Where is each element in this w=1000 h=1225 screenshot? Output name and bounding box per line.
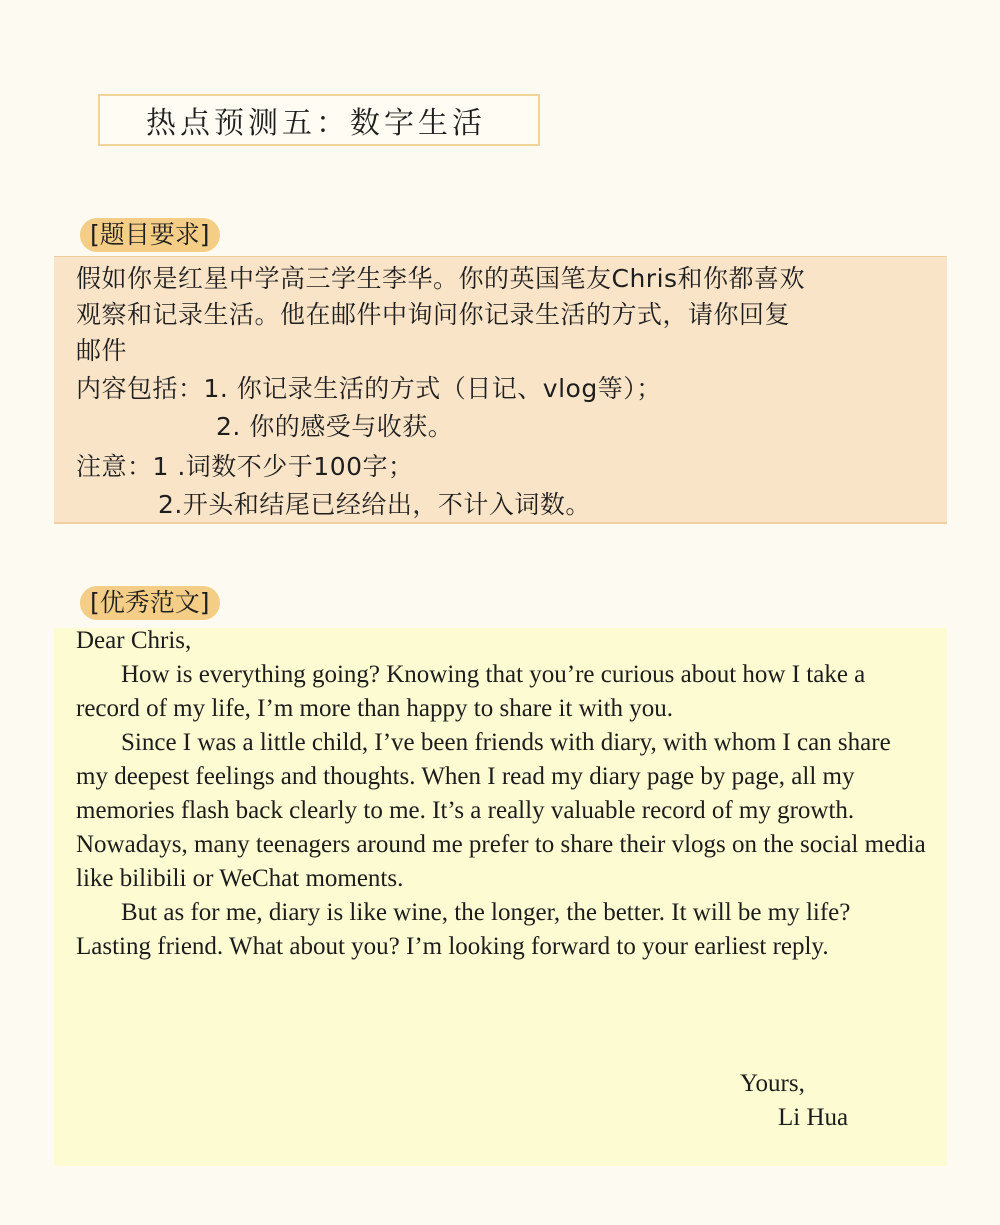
- page-title: 热点预测五：数字生活: [98, 94, 540, 146]
- requirements-panel: [54, 256, 947, 524]
- essay-tag: [优秀范文]: [80, 586, 220, 620]
- essay-paragraph: But as for me, diary is like wine, the longer, the better. It will be my life? Lasting friend. What about you? I’m looking forward to your earliest reply.: [76, 899, 851, 960]
- essay-closing: Yours,: [740, 1070, 805, 1097]
- requirement-line: 2.开头和结尾已经给出，不计入词数。: [158, 490, 591, 519]
- essay-salutation: Dear Chris,: [76, 627, 192, 654]
- requirement-line: 假如你是红星中学高三学生李华。你的英国笔友Chris和你都喜欢: [76, 264, 806, 293]
- essay-body: [76, 624, 926, 964]
- requirement-line: 注意：1 .词数不少于100字；: [76, 452, 414, 481]
- essay-signature: Li Hua: [778, 1104, 849, 1131]
- requirement-line: 内容包括：1. 你记录生活的方式（日记、vlog等）；: [76, 374, 662, 403]
- requirement-line: 观察和记录生活。他在邮件中询问你记录生活的方式，请你回复: [76, 300, 791, 329]
- requirements-tag: [题目要求]: [80, 218, 220, 252]
- essay-paragraph: Since I was a little child, I’ve been friends with diary, with whom I can share my deepest feelings and thoughts. When I read my diary page by page, all my memories flash back clearly to me. It’s a really valuable record of my growth. Nowadays, many teenagers around me prefer to share their vlogs on the social media like bilibili or WeChat moments.: [76, 729, 926, 892]
- requirement-line: 邮件: [76, 336, 128, 365]
- essay-paragraph: How is everything going? Knowing that you’re curious about how I take a record of my life, I’m more than happy to share it with you.: [76, 661, 866, 722]
- requirement-line: 2. 你的感受与收获。: [216, 412, 454, 441]
